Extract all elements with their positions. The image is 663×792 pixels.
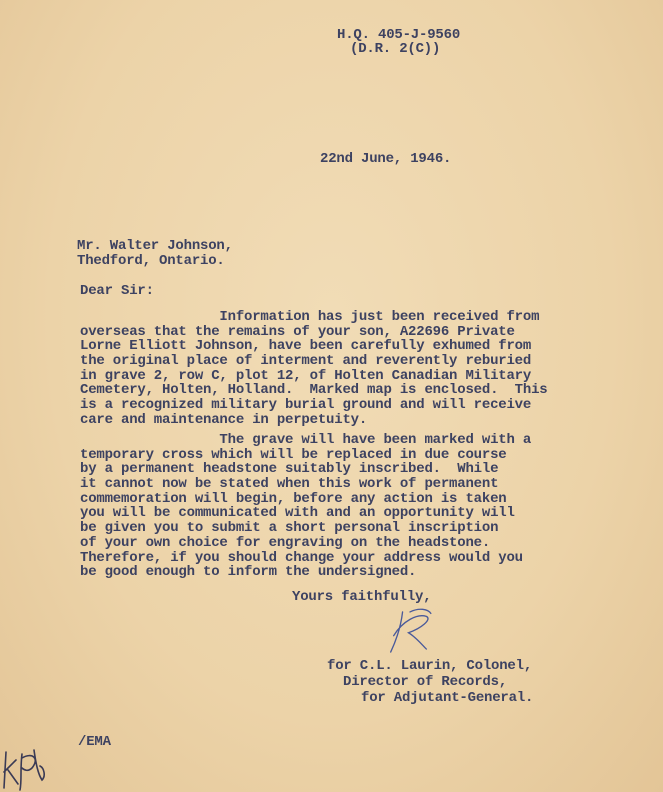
file-reference: H.Q. 405-J-9560 (337, 27, 461, 43)
paragraph-line: be given you to submit a short personal inscription (80, 520, 499, 537)
recipient-name: Mr. Walter Johnson, (77, 238, 233, 254)
handwritten-signature (370, 606, 450, 658)
letter-date: 22nd June, 1946. (320, 151, 452, 167)
paragraph-line: in grave 2, row C, plot 12, of Holten Canadian Military (80, 367, 532, 384)
salutation: Dear Sir: (80, 283, 154, 299)
recipient-address: Thedford, Ontario. (77, 253, 225, 269)
paragraph-line: of your own choice for engraving on the headstone. (80, 534, 491, 551)
handwritten-initials (0, 740, 60, 792)
paragraph-line: it cannot now be stated when this work of permanent (80, 476, 499, 493)
paragraph-line: Lorne Elliott Johnson, have been carefully exhumed from (80, 338, 532, 355)
paragraph-line: Information has just been received from (80, 309, 540, 325)
paragraph-line: temporary cross which will be replaced in due course (80, 446, 507, 463)
paragraph-line: commemoration will begin, before any action is taken (80, 490, 507, 507)
paragraph-line: The grave will have been marked with a (80, 432, 532, 448)
paragraph-line: is a recognized military burial ground and will receive (80, 397, 532, 414)
paragraph-line: by a permanent headstone suitably inscribed. While (80, 461, 499, 478)
paragraph-line: be good enough to inform the undersigned. (80, 564, 417, 581)
file-sub-reference: (D.R. 2(C)) (350, 41, 441, 57)
closing: Yours faithfully, (292, 589, 432, 605)
paragraph-1 (80, 310, 547, 428)
signatory-line-3: for Adjutant-General. (361, 690, 534, 706)
paragraph-line: the original place of interment and reverently reburied (80, 353, 532, 370)
signatory-line-2: Director of Records, (343, 674, 508, 690)
signatory-line-1: for C.L. Laurin, Colonel, (327, 658, 533, 674)
paragraph-line: Therefore, if you should change your address would you (80, 549, 523, 566)
paragraph-2 (80, 433, 531, 580)
paragraph-line: Cemetery, Holten, Holland. Marked map is enclosed. This (80, 382, 548, 399)
paragraph-line: overseas that the remains of your son, A22696 Private (80, 323, 515, 340)
typist-reference: /EMA (78, 734, 111, 750)
paragraph-line: you will be communicated with and an opportunity will (80, 505, 515, 522)
paragraph-line: care and maintenance in perpetuity. (80, 411, 368, 428)
